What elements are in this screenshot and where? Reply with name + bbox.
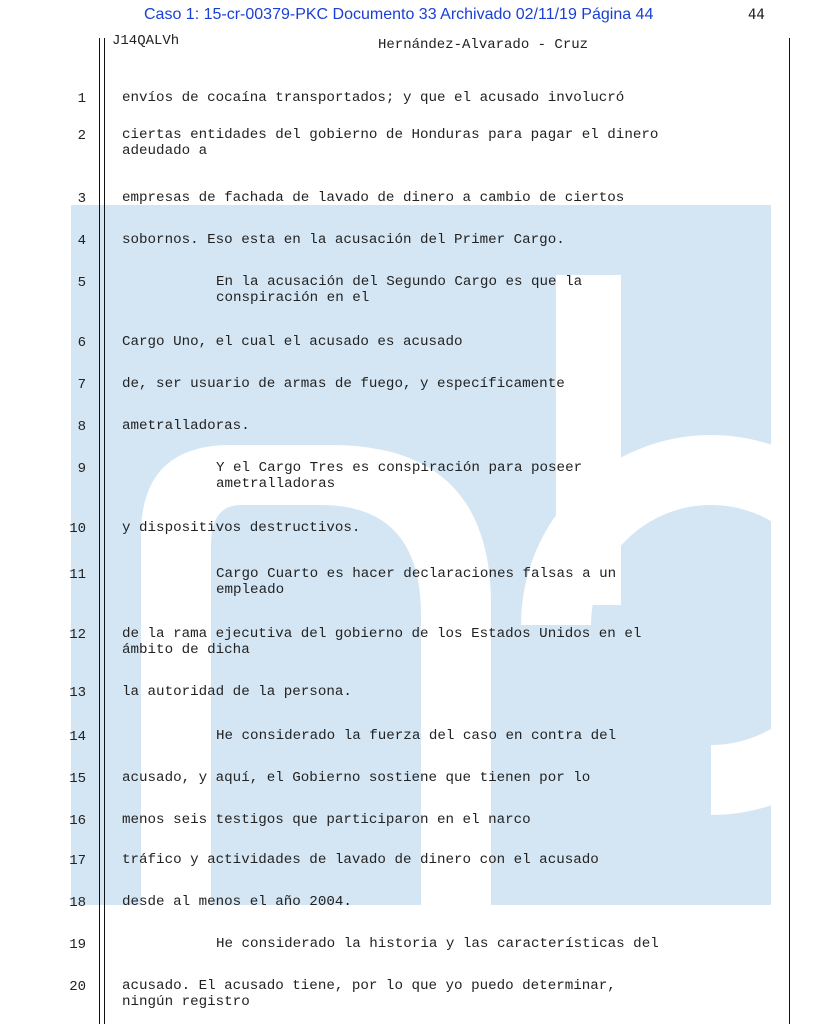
line-number: 13 xyxy=(69,685,86,701)
transcript-line: En la acusación del Segundo Cargo es que la conspiración en el xyxy=(216,274,583,306)
line-number: 18 xyxy=(69,895,86,911)
line-number: 9 xyxy=(77,461,86,477)
margin-rule-left-outer xyxy=(99,38,100,1024)
line-number: 4 xyxy=(77,233,86,249)
line-number: 17 xyxy=(69,853,86,869)
transcript-line: tráfico y actividades de lavado de dinero con el acusado xyxy=(122,852,599,868)
page-number: 44 xyxy=(748,7,765,23)
transcript-line: la autoridad de la persona. xyxy=(122,684,352,700)
transcript-line: envíos de cocaína transportados; y que el acusado involucró xyxy=(122,90,625,106)
transcript-line: menos seis testigos que participaron en el narco xyxy=(122,812,531,828)
transcript-line: empresas de fachada de lavado de dinero a cambio de ciertos xyxy=(122,190,625,206)
transcript-line: Y el Cargo Tres es conspiración para poseer ametralladoras xyxy=(216,460,583,492)
line-number: 11 xyxy=(69,567,86,583)
line-number: 2 xyxy=(77,128,86,144)
transcript-line: acusado. El acusado tiene, por lo que yo puedo determinar, ningún registro xyxy=(122,978,616,1010)
line-number: 15 xyxy=(69,771,86,787)
transcript-line: y dispositivos destructivos. xyxy=(122,520,361,536)
line-number: 10 xyxy=(69,521,86,537)
transcript-line: acusado, y aquí, el Gobierno sostiene que tienen por lo xyxy=(122,770,591,786)
transcript-line: de la rama ejecutiva del gobierno de los Estados Unidos en el ámbito de dicha xyxy=(122,626,642,658)
line-number: 19 xyxy=(69,937,86,953)
filing-stamp: Caso 1: 15-cr-00379-PKC Documento 33 Archivado 02/11/19 Página 44 xyxy=(144,6,654,23)
transcript-line: desde al menos el año 2004. xyxy=(122,894,352,910)
line-number: 3 xyxy=(77,191,86,207)
transcript-line: ciertas entidades del gobierno de Honduras para pagar el dinero adeudado a xyxy=(122,127,659,159)
line-number: 8 xyxy=(77,419,86,435)
line-number: 7 xyxy=(77,377,86,393)
line-number: 1 xyxy=(77,91,86,107)
transcript-line: He considerado la fuerza del caso en contra del xyxy=(216,728,617,744)
margin-rule-right xyxy=(789,38,790,1024)
transcript-line: Cargo Cuarto es hacer declaraciones falsas a un empleado xyxy=(216,566,617,598)
line-number: 20 xyxy=(69,979,86,995)
line-number: 5 xyxy=(77,275,86,291)
line-number: 16 xyxy=(69,813,86,829)
line-number: 14 xyxy=(69,729,86,745)
transcript-line: ametralladoras. xyxy=(122,418,250,434)
case-parties: Hernández-Alvarado - Cruz xyxy=(378,37,589,53)
line-number: 12 xyxy=(69,627,86,643)
transcript-line: He considerado la historia y las características del xyxy=(216,936,659,952)
transcript-line: sobornos. Eso esta en la acusación del Primer Cargo. xyxy=(122,232,565,248)
case-code: J14QALVh xyxy=(112,33,180,49)
margin-rule-left-inner xyxy=(104,38,105,1024)
transcript-line: Cargo Uno, el cual el acusado es acusado xyxy=(122,334,463,350)
transcript-line: de, ser usuario de armas de fuego, y específicamente xyxy=(122,376,565,392)
nb-logo-watermark-icon xyxy=(71,205,771,905)
line-number: 6 xyxy=(77,335,86,351)
